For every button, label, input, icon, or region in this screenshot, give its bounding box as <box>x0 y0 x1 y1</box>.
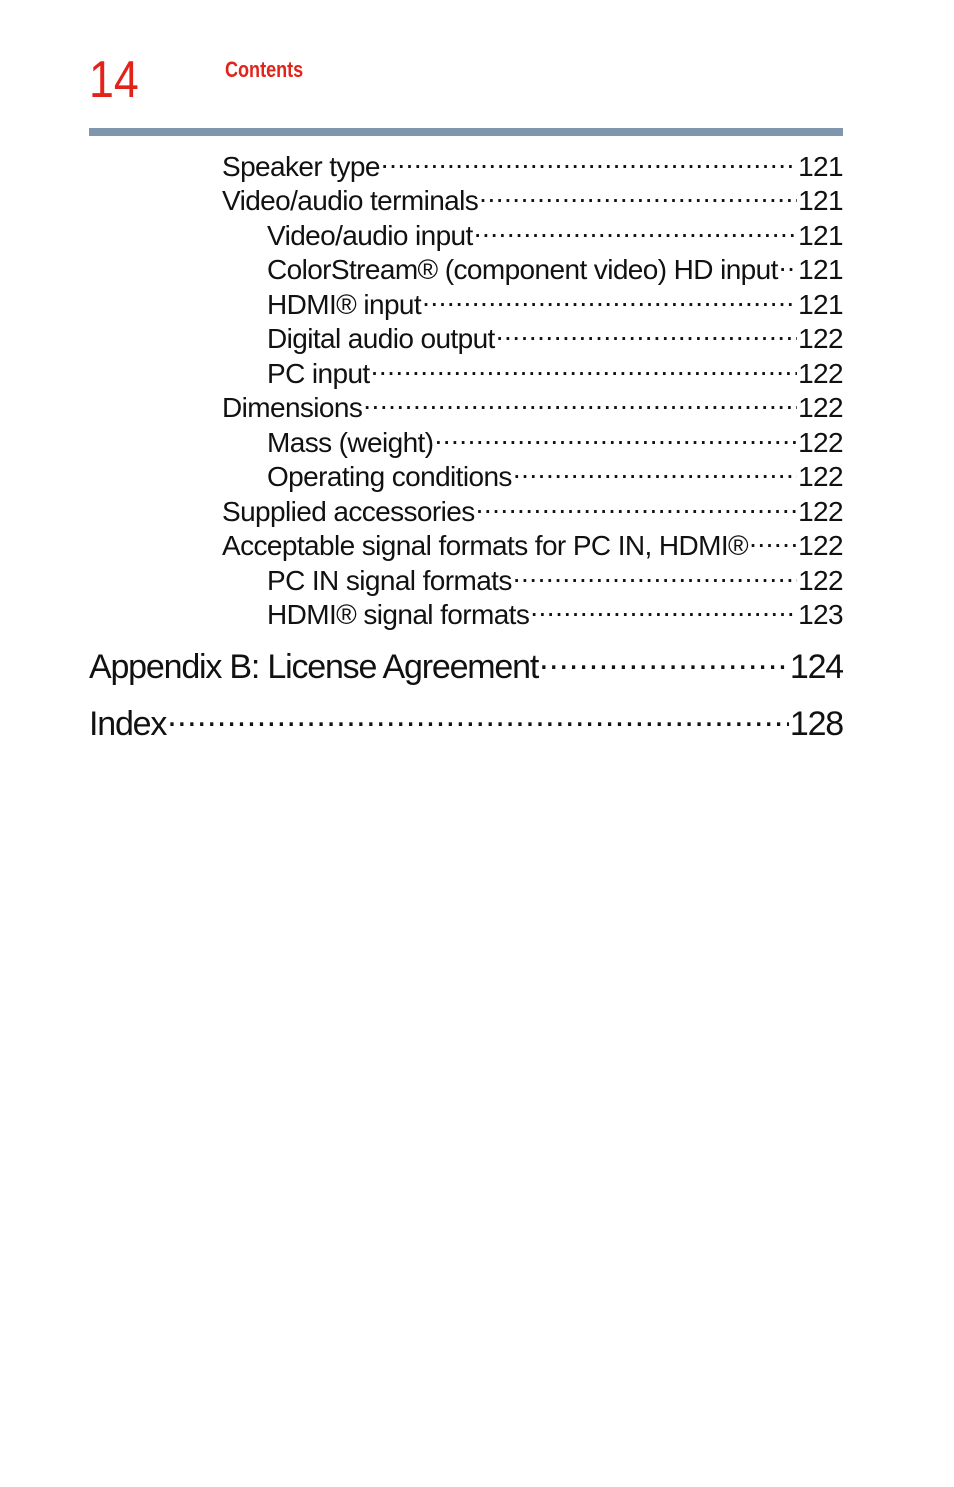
toc-leader <box>539 644 789 678</box>
toc-entry-page: 121 <box>798 220 843 251</box>
toc-leader <box>476 493 797 521</box>
toc-entry-label: Index <box>89 705 167 743</box>
toc-entry-page: 122 <box>798 323 843 354</box>
toc-leader <box>530 596 797 624</box>
toc-entry-label: Speaker type <box>222 151 380 182</box>
toc-leader <box>381 148 797 176</box>
toc-leader <box>513 458 797 486</box>
toc-entry-hdmi-signal-formats[interactable] <box>267 596 843 630</box>
toc-entry-pc-in-signal-formats[interactable] <box>267 562 843 596</box>
toc-leader <box>513 562 797 590</box>
toc-leader <box>371 355 797 383</box>
toc-leader <box>422 286 797 314</box>
running-head: Contents <box>225 57 304 82</box>
toc-leader <box>363 389 797 417</box>
toc-leader <box>479 182 797 210</box>
toc-entry-label: Video/audio input <box>267 220 473 251</box>
toc-entry-page: 122 <box>798 530 843 561</box>
toc-entry-label: Appendix B: License Agreement <box>89 648 539 686</box>
toc-entry-page: 121 <box>798 254 843 285</box>
toc-entry-page: 121 <box>798 185 843 216</box>
toc-entry-acceptable-signal-formats[interactable] <box>222 527 843 561</box>
toc-entry-label: HDMI® signal formats <box>267 599 530 630</box>
toc-entry-speaker-type[interactable] <box>222 148 843 182</box>
toc-entry-page: 124 <box>789 648 843 686</box>
toc-entry-label: Acceptable signal formats for PC IN, HDMI® <box>222 530 749 561</box>
toc-entry-label: Video/audio terminals <box>222 185 479 216</box>
toc-entry-label: ColorStream® (component video) HD input <box>267 254 778 285</box>
toc-entry-page: 122 <box>798 461 843 492</box>
toc-entry-page: 122 <box>798 496 843 527</box>
page-number: 14 <box>89 51 139 109</box>
toc-entry-page: 122 <box>798 427 843 458</box>
toc-leader <box>434 424 797 452</box>
toc-leader <box>474 217 797 245</box>
toc-entry-digital-audio-output[interactable] <box>267 320 843 354</box>
toc-entry-operating-conditions[interactable] <box>267 458 843 492</box>
toc-leader <box>749 527 797 555</box>
toc-entry-label: PC IN signal formats <box>267 565 512 596</box>
header-rule <box>89 128 843 136</box>
toc-entry-page: 121 <box>798 151 843 182</box>
toc-entry-hdmi-input[interactable] <box>267 286 843 320</box>
toc-entry-page: 122 <box>798 358 843 389</box>
toc-entry-dimensions[interactable] <box>222 389 843 423</box>
toc-entry-label: Dimensions <box>222 392 363 423</box>
toc-entry-label: Supplied accessories <box>222 496 475 527</box>
toc-entry-pc-input[interactable] <box>267 355 843 389</box>
toc-entry-label: Digital audio output <box>267 323 495 354</box>
toc-entry-label: Operating conditions <box>267 461 512 492</box>
toc-leader <box>779 251 797 279</box>
toc-entry-supplied-accessories[interactable] <box>222 493 843 527</box>
toc-entry-label: HDMI® input <box>267 289 422 320</box>
toc-leader <box>496 320 797 348</box>
toc-entry-page: 123 <box>798 599 843 630</box>
toc-entry-label: PC input <box>267 358 370 389</box>
toc-entry-label: Mass (weight) <box>267 427 434 458</box>
toc-entry-appendix-b[interactable] <box>89 644 843 686</box>
toc-entry-page: 122 <box>798 565 843 596</box>
toc-entry-page: 121 <box>798 289 843 320</box>
toc-entry-index[interactable] <box>89 701 843 743</box>
toc-leader <box>167 701 789 735</box>
toc-entry-page: 122 <box>798 392 843 423</box>
toc-entry-mass-weight[interactable] <box>267 424 843 458</box>
toc-entry-video-audio-input[interactable] <box>267 217 843 251</box>
toc-entry-page: 128 <box>789 705 843 743</box>
toc-entry-video-audio-terminals[interactable] <box>222 182 843 216</box>
toc-entry-colorstream-input[interactable] <box>267 251 843 285</box>
